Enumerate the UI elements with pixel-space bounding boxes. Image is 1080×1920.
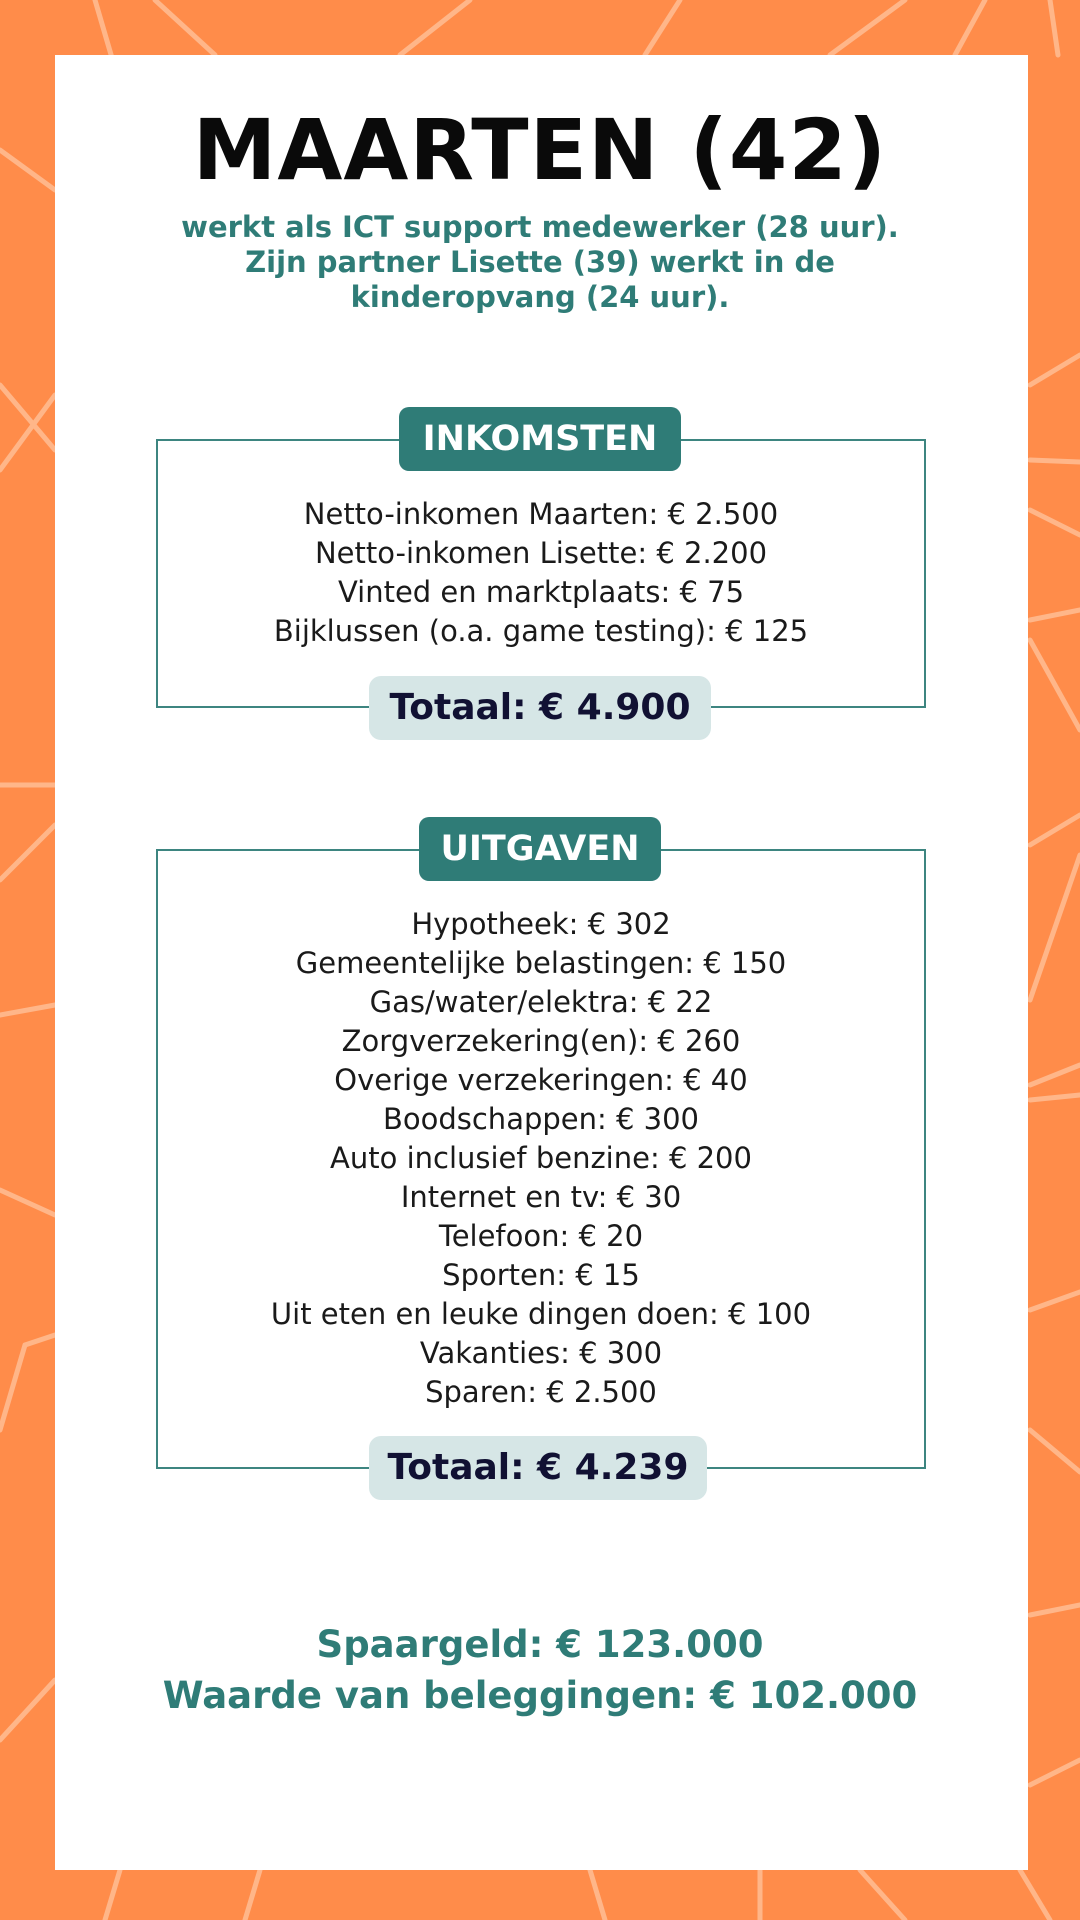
expense-item: Sporten: € 15 xyxy=(442,1258,640,1292)
expense-item: Overige verzekeringen: € 40 xyxy=(334,1063,748,1097)
expense-item: Hypotheek: € 302 xyxy=(411,907,671,941)
expense-item: Gas/water/elektra: € 22 xyxy=(369,985,713,1019)
expense-item: Vakanties: € 300 xyxy=(419,1336,663,1370)
expense-item: Sparen: € 2.500 xyxy=(425,1375,657,1409)
footer-summary xyxy=(0,1619,1080,1721)
income-item: Netto-inkomen Lisette: € 2.200 xyxy=(314,536,768,570)
income-item: Bijklussen (o.a. game testing): € 125 xyxy=(273,614,809,648)
investments-value: Waarde van beleggingen: € 102.000 xyxy=(162,1674,918,1717)
expense-item: Auto inclusief benzine: € 200 xyxy=(330,1141,752,1175)
expense-item: Telefoon: € 20 xyxy=(438,1219,644,1253)
income-item: Netto-inkomen Maarten: € 2.500 xyxy=(303,497,779,531)
expense-list xyxy=(156,905,926,1412)
page-title: MAARTEN (42) xyxy=(192,101,888,199)
expense-label: UITGAVEN xyxy=(419,817,661,881)
subtitle-line: werkt als ICT support medewerker (28 uur). xyxy=(181,210,899,244)
income-item: Vinted en marktplaats: € 75 xyxy=(337,575,745,609)
expense-total: Totaal: € 4.239 xyxy=(369,1436,707,1500)
subtitle-line: kinderopvang (24 uur). xyxy=(350,280,730,314)
expense-item: Uit eten en leuke dingen doen: € 100 xyxy=(270,1297,812,1331)
expense-item: Internet en tv: € 30 xyxy=(400,1180,682,1214)
income-list xyxy=(156,495,926,651)
subtitle-line: Zijn partner Lisette (39) werkt in de xyxy=(245,245,835,279)
expense-item: Zorgverzekering(en): € 260 xyxy=(341,1024,741,1058)
expense-item: Gemeentelijke belastingen: € 150 xyxy=(295,946,787,980)
expense-item: Boodschappen: € 300 xyxy=(382,1102,700,1136)
income-label: INKOMSTEN xyxy=(399,407,681,471)
subtitle xyxy=(140,210,940,315)
income-total: Totaal: € 4.900 xyxy=(369,676,711,740)
savings-amount: Spaargeld: € 123.000 xyxy=(316,1623,764,1666)
